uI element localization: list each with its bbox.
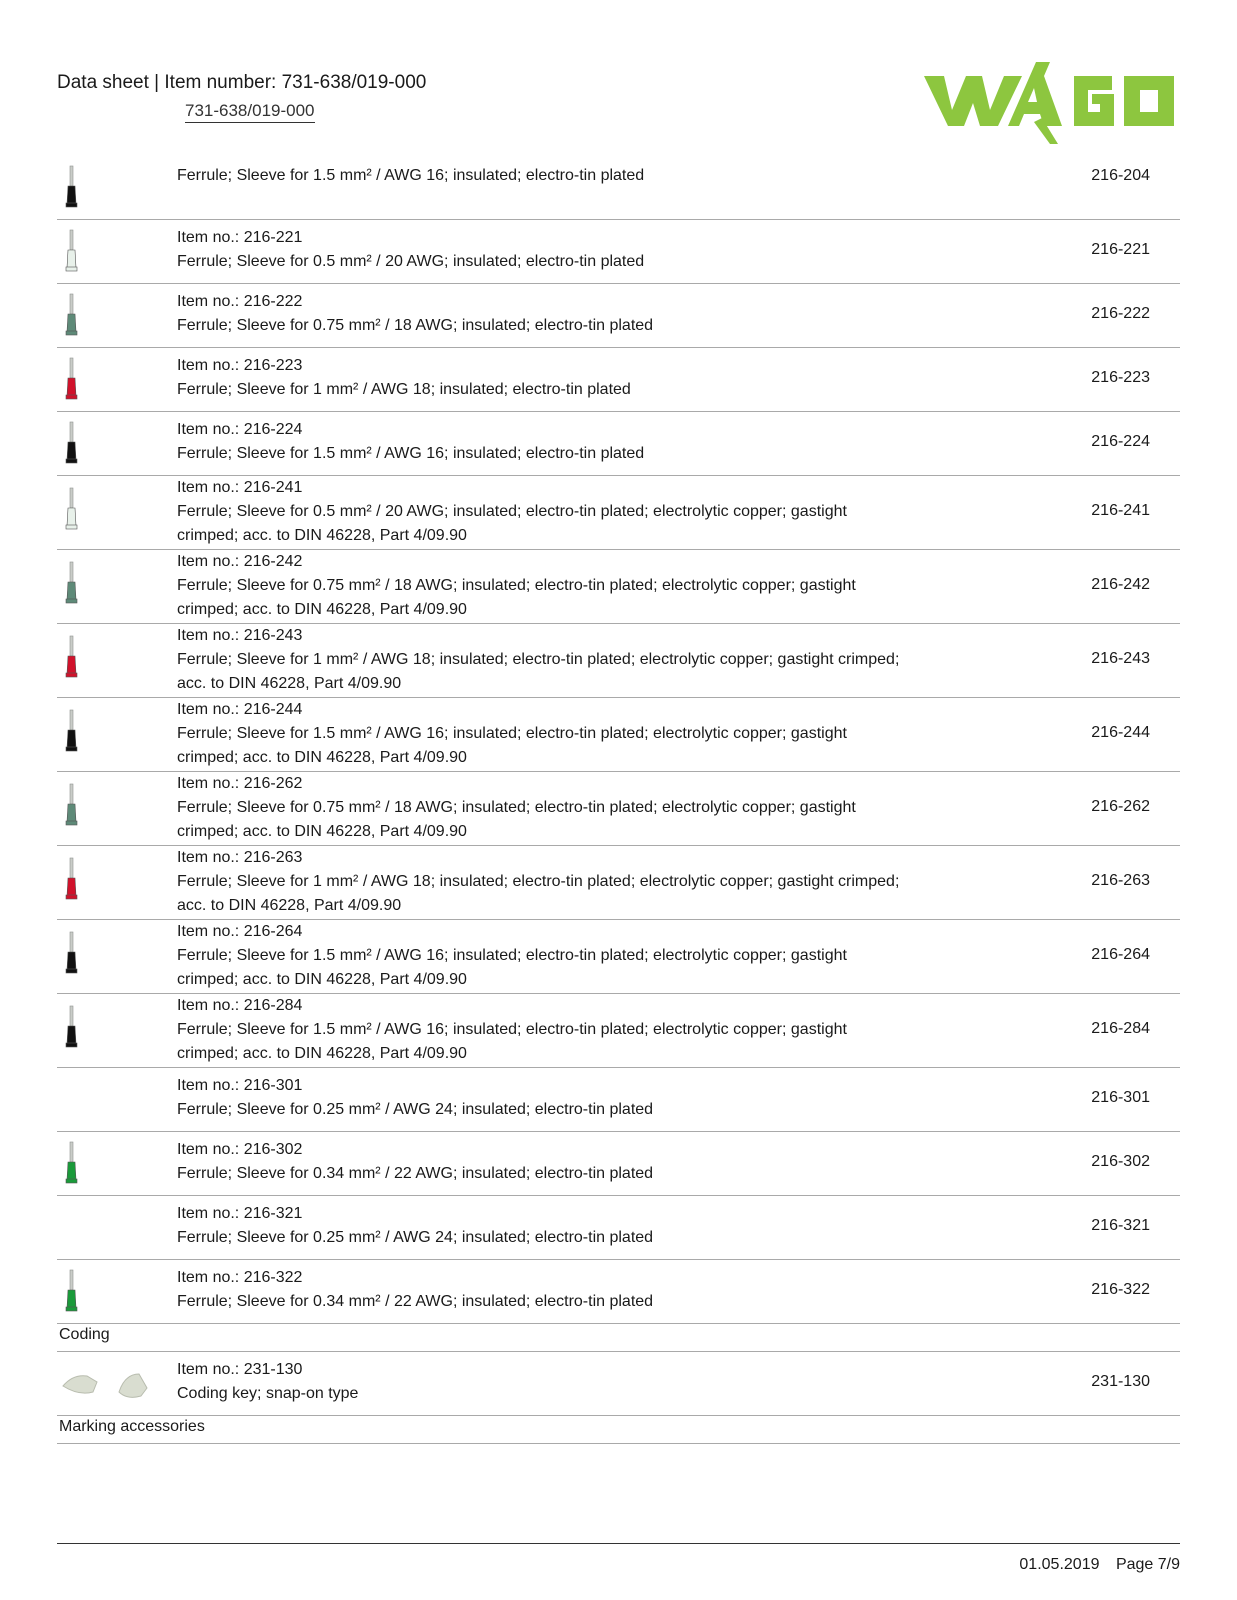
item-description [177, 1358, 1027, 1406]
table-row[interactable] [57, 476, 1180, 550]
ferrule-icon [62, 292, 82, 338]
product-image [57, 1260, 167, 1323]
logo-text: WAGO [924, 58, 928, 59]
table-row[interactable] [57, 1196, 1180, 1260]
item-text: Ferrule; Sleeve for 0.34 mm² / 22 AWG; insulated; electro-tin plated [177, 1293, 654, 1310]
product-image [57, 994, 167, 1067]
item-number: Item no.: 216-301 [177, 1077, 303, 1094]
ferrule-icon [62, 420, 82, 466]
item-code[interactable]: 216-241 [1091, 502, 1150, 519]
table-row[interactable] [57, 348, 1180, 412]
item-text: Ferrule; Sleeve for 0.75 mm² / 18 AWG; insulated; electro-tin plated; electrolytic copper; gastight [177, 577, 856, 594]
ferrule-icon [62, 1140, 82, 1186]
item-number: Item no.: 216-263 [177, 849, 303, 866]
item-text: crimped; acc. to DIN 46228, Part 4/09.90 [177, 1045, 467, 1062]
table-row[interactable] [57, 698, 1180, 772]
item-number: Item no.: 216-223 [177, 357, 303, 374]
product-image [57, 698, 167, 771]
item-text: Ferrule; Sleeve for 0.34 mm² / 22 AWG; insulated; electro-tin plated [177, 1165, 654, 1182]
table-row[interactable] [57, 772, 1180, 846]
item-text: Ferrule; Sleeve for 0.25 mm² / AWG 24; insulated; electro-tin plated [177, 1101, 654, 1118]
item-text: Ferrule; Sleeve for 0.75 mm² / 18 AWG; insulated; electro-tin plated [177, 317, 654, 334]
item-description [177, 226, 1027, 274]
item-number: Item no.: 216-222 [177, 293, 303, 310]
section-title: Marking accessories [59, 1418, 205, 1435]
item-number: Item no.: 216-264 [177, 923, 303, 940]
item-description [177, 550, 1027, 622]
item-number: Item no.: 216-224 [177, 421, 303, 438]
item-description [177, 164, 1027, 188]
table-row[interactable] [57, 220, 1180, 284]
item-text: crimped; acc. to DIN 46228, Part 4/09.90 [177, 601, 467, 618]
wago-logo [924, 58, 1180, 144]
footer-page: Page 7/9 [1115, 1556, 1180, 1573]
item-code[interactable]: 216-221 [1091, 241, 1150, 258]
item-description [177, 354, 1027, 402]
item-text: Ferrule; Sleeve for 1.5 mm² / AWG 16; insulated; electro-tin plated [177, 445, 645, 462]
ferrule-icon [62, 1004, 82, 1050]
table-row[interactable] [57, 284, 1180, 348]
ferrule-icon [62, 708, 82, 754]
product-image [57, 1132, 167, 1195]
page-footer [1007, 1556, 1180, 1574]
item-description [177, 698, 1027, 770]
item-code[interactable]: 216-264 [1091, 946, 1150, 963]
item-code[interactable]: 216-321 [1091, 1217, 1150, 1234]
item-code[interactable]: 216-244 [1091, 724, 1150, 741]
item-number: Item no.: 231-130 [177, 1361, 303, 1378]
item-code[interactable]: 216-204 [1091, 167, 1150, 184]
item-number: Item no.: 216-321 [177, 1205, 303, 1222]
table-row[interactable] [57, 156, 1180, 220]
item-code[interactable]: 216-223 [1091, 369, 1150, 386]
item-text: acc. to DIN 46228, Part 4/09.90 [177, 675, 402, 692]
item-number: Item no.: 216-221 [177, 229, 303, 246]
product-image [57, 1196, 167, 1259]
product-image [57, 846, 167, 919]
item-number: Item no.: 216-284 [177, 997, 303, 1014]
item-text: Ferrule; Sleeve for 1 mm² / AWG 18; insulated; electro-tin plated; electrolytic copper; gastight crimped; [177, 873, 900, 890]
item-code[interactable]: 231-130 [1091, 1373, 1150, 1390]
table-row[interactable] [57, 1260, 1180, 1324]
page-title: Data sheet | Item number: 731-638/019-000 [57, 72, 427, 93]
item-description [177, 920, 1027, 992]
item-number: Item no.: 216-262 [177, 775, 303, 792]
section-heading [57, 1324, 1180, 1352]
item-description [177, 1266, 1027, 1314]
product-image [57, 412, 167, 475]
table-row[interactable] [57, 1352, 1180, 1416]
product-image [57, 772, 167, 845]
item-text: Ferrule; Sleeve for 1 mm² / AWG 18; insulated; electro-tin plated [177, 381, 631, 398]
item-text: Coding key; snap-on type [177, 1385, 359, 1402]
product-image [57, 550, 167, 623]
ferrule-icon [62, 1268, 82, 1314]
ferrule-icon [62, 228, 82, 274]
coding-key-icon [59, 1362, 159, 1402]
table-row[interactable] [57, 1068, 1180, 1132]
item-number: Item no.: 216-241 [177, 479, 303, 496]
item-number: Item no.: 216-243 [177, 627, 303, 644]
item-description [177, 624, 1027, 696]
item-code[interactable]: 216-242 [1091, 576, 1150, 593]
table-row[interactable] [57, 920, 1180, 994]
item-code[interactable]: 216-263 [1091, 872, 1150, 889]
item-text: Ferrule; Sleeve for 0.25 mm² / AWG 24; insulated; electro-tin plated [177, 1229, 654, 1246]
item-code[interactable]: 216-222 [1091, 305, 1150, 322]
item-code[interactable]: 216-302 [1091, 1153, 1150, 1170]
item-number-link[interactable]: 731-638/019-000 [185, 101, 315, 123]
table-row[interactable] [57, 994, 1180, 1068]
item-text: Ferrule; Sleeve for 1.5 mm² / AWG 16; insulated; electro-tin plated; electrolytic copper; gastight [177, 1021, 847, 1038]
item-number: Item no.: 216-322 [177, 1269, 303, 1286]
product-image [57, 220, 167, 283]
product-image [57, 476, 167, 549]
section-title: Coding [59, 1326, 110, 1343]
item-text: Ferrule; Sleeve for 0.5 mm² / 20 AWG; insulated; electro-tin plated [177, 253, 645, 270]
item-number: Item no.: 216-244 [177, 701, 303, 718]
table-row[interactable] [57, 624, 1180, 698]
item-text: Ferrule; Sleeve for 1.5 mm² / AWG 16; insulated; electro-tin plated; electrolytic copper; gastight [177, 947, 847, 964]
ferrule-icon [62, 560, 82, 606]
item-text: Ferrule; Sleeve for 1.5 mm² / AWG 16; insulated; electro-tin plated; electrolytic copper; gastight [177, 725, 847, 742]
item-text: crimped; acc. to DIN 46228, Part 4/09.90 [177, 823, 467, 840]
item-code[interactable]: 216-243 [1091, 650, 1150, 667]
product-image [57, 284, 167, 347]
product-image [57, 348, 167, 411]
item-text: crimped; acc. to DIN 46228, Part 4/09.90 [177, 971, 467, 988]
item-code[interactable]: 216-262 [1091, 798, 1150, 815]
item-code[interactable]: 216-301 [1091, 1089, 1150, 1106]
ferrule-icon [62, 856, 82, 902]
ferrule-icon [62, 930, 82, 976]
item-code[interactable]: 216-284 [1091, 1020, 1150, 1037]
product-image [57, 156, 167, 219]
item-description [177, 1202, 1027, 1250]
product-image [57, 920, 167, 993]
item-description [177, 772, 1027, 844]
ferrule-icon [62, 356, 82, 402]
product-image [57, 1068, 167, 1131]
table-row[interactable] [57, 846, 1180, 920]
item-code[interactable]: 216-322 [1091, 1281, 1150, 1298]
item-number: Item no.: 216-302 [177, 1141, 303, 1158]
ferrule-icon [62, 782, 82, 828]
item-description [177, 1138, 1027, 1186]
item-text: Ferrule; Sleeve for 0.5 mm² / 20 AWG; insulated; electro-tin plated; electrolytic copper; gastight [177, 503, 847, 520]
item-text: Ferrule; Sleeve for 0.75 mm² / 18 AWG; insulated; electro-tin plated; electrolytic copper; gastight [177, 799, 856, 816]
table-row[interactable] [57, 1132, 1180, 1196]
item-text: Ferrule; Sleeve for 1.5 mm² / AWG 16; insulated; electro-tin plated [177, 167, 645, 184]
ferrule-icon [62, 634, 82, 680]
product-image [57, 624, 167, 697]
item-number: Item no.: 216-242 [177, 553, 303, 570]
table-row[interactable] [57, 412, 1180, 476]
section-heading [57, 1416, 1180, 1444]
item-text: crimped; acc. to DIN 46228, Part 4/09.90 [177, 749, 467, 766]
item-description [177, 290, 1027, 338]
item-description [177, 1074, 1027, 1122]
item-text: crimped; acc. to DIN 46228, Part 4/09.90 [177, 527, 467, 544]
footer-divider [57, 1543, 1180, 1544]
ferrule-icon [62, 486, 82, 532]
item-description [177, 418, 1027, 466]
item-text: Ferrule; Sleeve for 1 mm² / AWG 18; insulated; electro-tin plated; electrolytic copper; gastight crimped; [177, 651, 900, 668]
table-row[interactable] [57, 550, 1180, 624]
item-text: acc. to DIN 46228, Part 4/09.90 [177, 897, 402, 914]
accessories-table [57, 156, 1180, 1444]
ferrule-icon [62, 164, 82, 210]
item-code[interactable]: 216-224 [1091, 433, 1150, 450]
item-description [177, 846, 1027, 918]
item-description [177, 476, 1027, 548]
product-image [57, 1352, 167, 1415]
item-description [177, 994, 1027, 1066]
footer-date: 01.05.2019 [1019, 1556, 1100, 1573]
